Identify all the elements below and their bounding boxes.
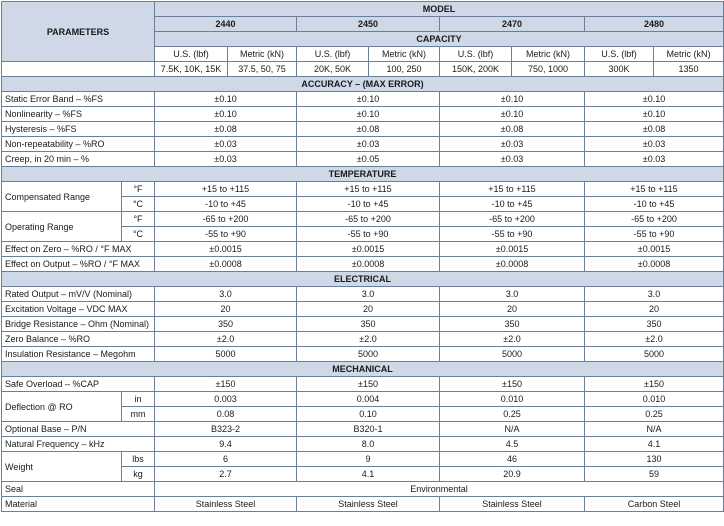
table-row: [2, 392, 724, 407]
value-cell: ±0.10: [440, 107, 585, 122]
table-row: [2, 377, 724, 392]
table-row: [2, 287, 724, 302]
value-cell: +15 to +115: [155, 182, 297, 197]
row-label: Excitation Voltage – VDC MAX: [2, 302, 155, 317]
value-cell: ±150: [155, 377, 297, 392]
value-cell: 0.10: [297, 407, 440, 422]
header-row-model: [2, 2, 724, 17]
value-cell: -10 to +45: [155, 197, 297, 212]
capacity-metric-2440: 37.5, 50, 75: [228, 62, 297, 77]
header-row-capacities: [2, 62, 724, 77]
table-row: [2, 332, 724, 347]
value-cell: ±2.0: [297, 332, 440, 347]
unit-cell: °C: [122, 227, 155, 242]
row-label: Non-repeatability – %RO: [2, 137, 155, 152]
value-cell: ±150: [297, 377, 440, 392]
value-cell: -10 to +45: [297, 197, 440, 212]
parameters-header: PARAMETERS: [2, 2, 155, 62]
table-row: [2, 437, 724, 452]
unit-us: U.S. (lbf): [440, 47, 512, 62]
unit-cell: mm: [122, 407, 155, 422]
row-label: Creep, in 20 min – %: [2, 152, 155, 167]
section-electrical: ELECTRICAL: [2, 272, 724, 287]
table-row: [2, 242, 724, 257]
capacity-us-2480: 300K: [585, 62, 654, 77]
value-cell: Stainless Steel: [440, 497, 585, 512]
value-cell: 59: [585, 467, 724, 482]
value-cell: ±0.10: [297, 92, 440, 107]
model-2440: 2440: [155, 17, 297, 32]
table-row: [2, 122, 724, 137]
unit-cell: °F: [122, 182, 155, 197]
capacity-metric-2450: 100, 250: [369, 62, 440, 77]
value-cell: -10 to +45: [585, 197, 724, 212]
value-cell: B323-2: [155, 422, 297, 437]
value-cell: ±0.0015: [155, 242, 297, 257]
value-cell: ±0.03: [155, 152, 297, 167]
table-row: [2, 347, 724, 362]
value-cell: 20.9: [440, 467, 585, 482]
value-cell: ±2.0: [440, 332, 585, 347]
table-row: [2, 257, 724, 272]
value-cell: ±0.0008: [440, 257, 585, 272]
value-cell: Stainless Steel: [297, 497, 440, 512]
table-row: [2, 92, 724, 107]
value-cell: B320-1: [297, 422, 440, 437]
value-cell: 350: [297, 317, 440, 332]
capacity-us-2450: 20K, 50K: [297, 62, 369, 77]
row-label: Bridge Resistance – Ohm (Nominal): [2, 317, 155, 332]
value-cell: 46: [440, 452, 585, 467]
capacity-us-2440: 7.5K, 10K, 15K: [155, 62, 228, 77]
unit-cell: °F: [122, 212, 155, 227]
unit-us: U.S. (lbf): [585, 47, 654, 62]
value-cell: +15 to +115: [440, 182, 585, 197]
value-cell: 3.0: [297, 287, 440, 302]
value-cell: 130: [585, 452, 724, 467]
value-cell: 9.4: [155, 437, 297, 452]
value-cell: 20: [297, 302, 440, 317]
section-row-mechanical: [2, 362, 724, 377]
value-cell: 0.25: [585, 407, 724, 422]
table-row: [2, 107, 724, 122]
row-label: Static Error Band – %FS: [2, 92, 155, 107]
value-cell: ±0.0008: [297, 257, 440, 272]
value-cell: ±2.0: [155, 332, 297, 347]
value-cell: ±0.10: [585, 92, 724, 107]
row-label: Hysteresis – %FS: [2, 122, 155, 137]
value-cell: ±0.03: [440, 152, 585, 167]
value-cell: ±0.03: [297, 137, 440, 152]
row-label: Insulation Resistance – Megohm: [2, 347, 155, 362]
value-cell: ±0.10: [440, 92, 585, 107]
row-label: Natural Frequency – kHz: [2, 437, 155, 452]
value-cell: ±0.03: [155, 137, 297, 152]
unit-us: U.S. (lbf): [155, 47, 228, 62]
value-cell: -55 to +90: [585, 227, 724, 242]
table-row: [2, 302, 724, 317]
value-cell: ±0.0015: [297, 242, 440, 257]
value-cell: 2.7: [155, 467, 297, 482]
row-label: Safe Overload – %CAP: [2, 377, 155, 392]
value-cell: ±0.05: [297, 152, 440, 167]
value-cell: N/A: [585, 422, 724, 437]
section-temperature: TEMPERATURE: [2, 167, 724, 182]
capacity-us-2470: 150K, 200K: [440, 62, 512, 77]
value-cell: ±0.10: [155, 92, 297, 107]
unit-metric: Metric (kN): [654, 47, 724, 62]
value-cell: ±2.0: [585, 332, 724, 347]
value-cell: 8.0: [297, 437, 440, 452]
value-cell: 350: [155, 317, 297, 332]
unit-cell: °C: [122, 197, 155, 212]
row-label: Optional Base – P/N: [2, 422, 155, 437]
value-cell: ±0.03: [585, 137, 724, 152]
row-label: Material: [2, 497, 155, 512]
value-cell: ±150: [440, 377, 585, 392]
table-row: [2, 422, 724, 437]
table-row: [2, 452, 724, 467]
value-cell: 5000: [585, 347, 724, 362]
row-label: Operating Range: [2, 212, 122, 242]
value-cell: ±0.03: [440, 137, 585, 152]
value-cell: 6: [155, 452, 297, 467]
value-cell: -55 to +90: [440, 227, 585, 242]
section-row-temperature: [2, 167, 724, 182]
value-cell: 0.08: [155, 407, 297, 422]
value-cell: ±0.0015: [585, 242, 724, 257]
unit-us: U.S. (lbf): [297, 47, 369, 62]
value-cell: ±0.10: [155, 107, 297, 122]
value-cell: 4.5: [440, 437, 585, 452]
table-row: [2, 152, 724, 167]
value-cell: 4.1: [585, 437, 724, 452]
value-cell: +15 to +115: [297, 182, 440, 197]
row-label: Effect on Output – %RO / °F MAX: [2, 257, 155, 272]
capacity-metric-2470: 750, 1000: [512, 62, 585, 77]
value-cell: 350: [440, 317, 585, 332]
model-2480: 2480: [585, 17, 724, 32]
capacity-metric-2480: 1350: [654, 62, 724, 77]
section-mechanical: MECHANICAL: [2, 362, 724, 377]
row-label: Compensated Range: [2, 182, 122, 212]
value-cell: 20: [585, 302, 724, 317]
value-cell: 20: [440, 302, 585, 317]
value-cell: ±0.08: [155, 122, 297, 137]
value-cell: ±0.10: [297, 107, 440, 122]
value-cell: 3.0: [440, 287, 585, 302]
capacities-spacer: [2, 62, 155, 77]
row-label: Nonlinearity – %FS: [2, 107, 155, 122]
unit-cell: lbs: [122, 452, 155, 467]
value-cell: -65 to +200: [585, 212, 724, 227]
value-cell: ±0.10: [585, 107, 724, 122]
row-label: Zero Balance – %RO: [2, 332, 155, 347]
value-cell: 20: [155, 302, 297, 317]
value-cell: ±150: [585, 377, 724, 392]
value-cell: 3.0: [155, 287, 297, 302]
value-cell: 350: [585, 317, 724, 332]
table-row: [2, 482, 724, 497]
value-cell: Carbon Steel: [585, 497, 724, 512]
value-cell: -65 to +200: [155, 212, 297, 227]
value-cell: 0.25: [440, 407, 585, 422]
value-cell: ±0.08: [585, 122, 724, 137]
value-cell: 0.010: [585, 392, 724, 407]
value-cell: Stainless Steel: [155, 497, 297, 512]
value-cell: 5000: [297, 347, 440, 362]
model-header: MODEL: [155, 2, 724, 17]
row-label: Effect on Zero – %RO / °F MAX: [2, 242, 155, 257]
value-cell: ±0.08: [440, 122, 585, 137]
row-label: Deflection @ RO: [2, 392, 122, 422]
unit-metric: Metric (kN): [228, 47, 297, 62]
value-cell: +15 to +115: [585, 182, 724, 197]
value-cell: -55 to +90: [155, 227, 297, 242]
value-cell: -55 to +90: [297, 227, 440, 242]
value-cell: ±0.03: [585, 152, 724, 167]
row-label: Seal: [2, 482, 155, 497]
value-cell: 0.004: [297, 392, 440, 407]
value-cell: 9: [297, 452, 440, 467]
value-cell: 0.010: [440, 392, 585, 407]
value-cell: 0.003: [155, 392, 297, 407]
table-row: [2, 182, 724, 197]
table-row: [2, 497, 724, 512]
table-row: [2, 137, 724, 152]
value-cell: -10 to +45: [440, 197, 585, 212]
row-label: Weight: [2, 452, 122, 482]
unit-cell: kg: [122, 467, 155, 482]
value-cell: N/A: [440, 422, 585, 437]
value-cell: ±0.0008: [155, 257, 297, 272]
section-row-electrical: [2, 272, 724, 287]
unit-metric: Metric (kN): [369, 47, 440, 62]
value-cell: 4.1: [297, 467, 440, 482]
value-cell: ±0.08: [297, 122, 440, 137]
section-row-accuracy: [2, 77, 724, 92]
section-accuracy: ACCURACY – (MAX ERROR): [2, 77, 724, 92]
capacity-header: CAPACITY: [155, 32, 724, 47]
model-2450: 2450: [297, 17, 440, 32]
unit-metric: Metric (kN): [512, 47, 585, 62]
value-cell: 5000: [155, 347, 297, 362]
model-2470: 2470: [440, 17, 585, 32]
value-cell: -65 to +200: [297, 212, 440, 227]
value-cell: ±0.0015: [440, 242, 585, 257]
value-cell: -65 to +200: [440, 212, 585, 227]
table-row: [2, 317, 724, 332]
value-cell: ±0.0008: [585, 257, 724, 272]
value-cell: 5000: [440, 347, 585, 362]
value-cell: 3.0: [585, 287, 724, 302]
table-row: [2, 212, 724, 227]
specifications-table: [1, 1, 724, 512]
unit-cell: in: [122, 392, 155, 407]
value-cell: Environmental: [155, 482, 724, 497]
row-label: Rated Output – mV/V (Nominal): [2, 287, 155, 302]
